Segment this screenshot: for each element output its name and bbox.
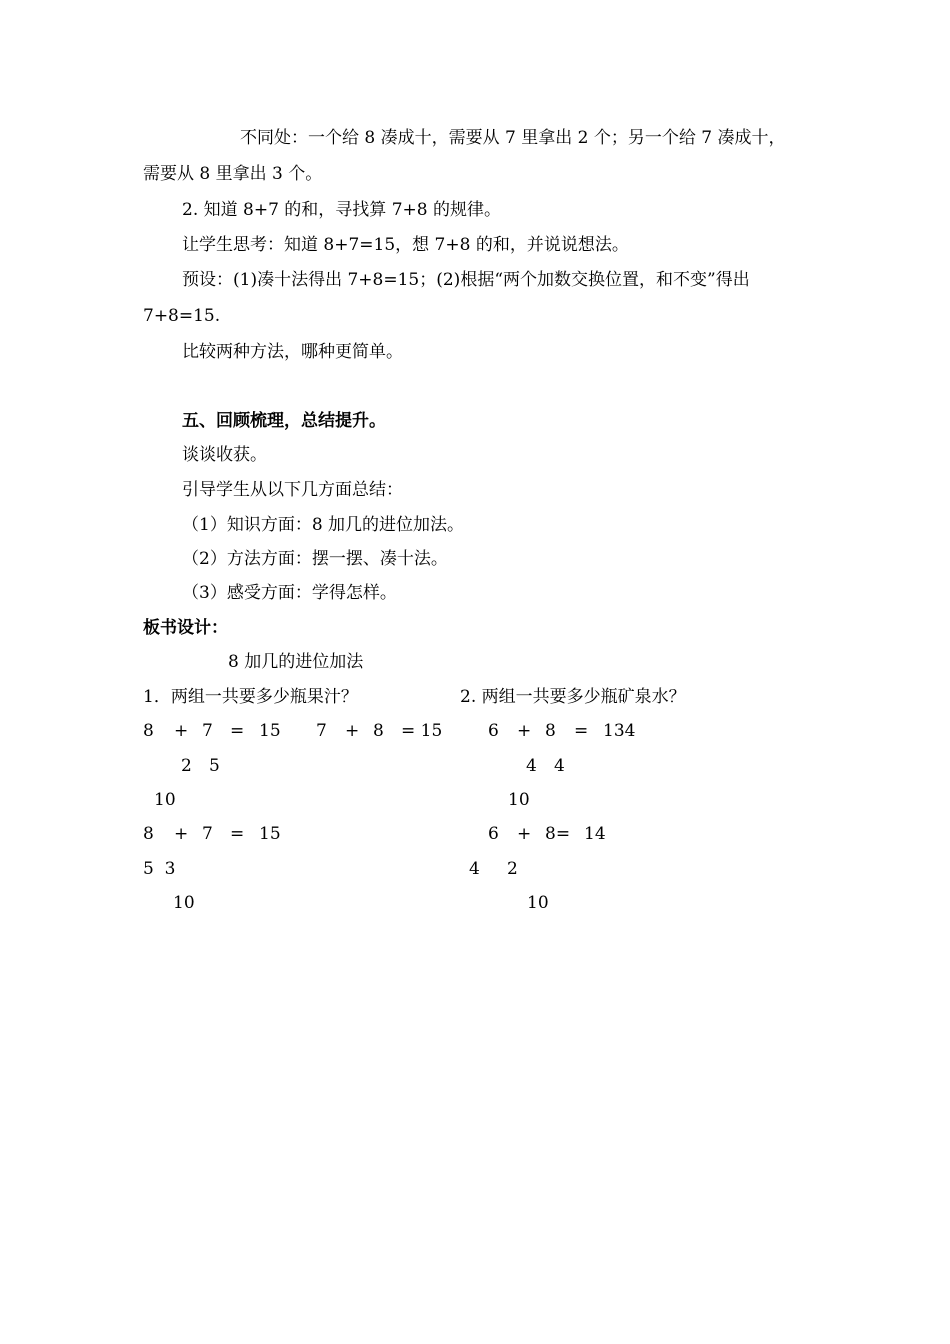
eq-result: = 15 bbox=[401, 721, 443, 741]
eq-term: 6 bbox=[488, 721, 499, 741]
split-part: 4 bbox=[554, 756, 565, 776]
talk-line: 谈谈收获。 bbox=[182, 445, 267, 465]
split-part: 4 bbox=[469, 859, 480, 879]
eq-operator: + bbox=[174, 721, 189, 741]
point-knowledge: （1）知识方面：8 加几的进位加法。 bbox=[182, 515, 465, 535]
eq-term: 7 bbox=[202, 721, 213, 741]
right-ten-2: 10 bbox=[527, 893, 549, 913]
eq-term: 6 bbox=[488, 824, 499, 844]
point-feeling: （3）感受方面：学得怎样。 bbox=[182, 583, 397, 603]
eq-result: 134 bbox=[603, 721, 636, 741]
difference-line-1: 不同处：一个给 8 凑成十，需要从 7 里拿出 2 个；另一个给 7 凑成十， bbox=[240, 128, 786, 148]
guide-line: 引导学生从以下几方面总结： bbox=[182, 480, 403, 500]
right-ten-1: 10 bbox=[508, 790, 530, 810]
board-title: 8 加几的进位加法 bbox=[228, 652, 364, 672]
board-heading: 板书设计： bbox=[143, 618, 228, 638]
preset-line-1: 预设：(1)凑十法得出 7+8=15；(2)根据“两个加数交换位置，和不变”得出 bbox=[182, 270, 750, 290]
left-ten-2: 10 bbox=[173, 893, 195, 913]
eq-term: 8 bbox=[545, 721, 556, 741]
section-5-heading: 五、回顾梳理，总结提升。 bbox=[182, 411, 386, 431]
eq-equals: = bbox=[574, 721, 589, 741]
eq-result: 15 bbox=[259, 824, 281, 844]
eq-term: 8 bbox=[143, 721, 154, 741]
eq-equals: = bbox=[230, 721, 245, 741]
compare-line: 比较两种方法，哪种更简单。 bbox=[182, 342, 403, 362]
eq-operator: + bbox=[517, 824, 532, 844]
eq-result: 14 bbox=[584, 824, 606, 844]
split-part: 4 bbox=[526, 756, 537, 776]
preset-line-2: 7+8=15. bbox=[143, 306, 221, 326]
eq-term: 7 bbox=[202, 824, 213, 844]
question-juice: 1．两组一共要多少瓶果汁？ bbox=[143, 687, 358, 707]
eq-term-equals: 8= bbox=[545, 824, 571, 844]
split-part: 2 bbox=[507, 859, 518, 879]
eq-operator: + bbox=[517, 721, 532, 741]
left-ten-1: 10 bbox=[154, 790, 176, 810]
item-2-line: 2. 知道 8+7 的和，寻找算 7+8 的规律。 bbox=[182, 200, 501, 220]
eq-term: 7 bbox=[316, 721, 327, 741]
eq-equals: = bbox=[230, 824, 245, 844]
split-part: 2 bbox=[181, 756, 192, 776]
eq-term: 8 bbox=[373, 721, 384, 741]
eq-result: 15 bbox=[259, 721, 281, 741]
left-split-2: 5 3 bbox=[143, 859, 176, 879]
eq-term: 8 bbox=[143, 824, 154, 844]
think-line: 让学生思考：知道 8+7=15，想 7+8 的和，并说说想法。 bbox=[182, 235, 629, 255]
split-part: 5 bbox=[209, 756, 220, 776]
eq-operator: + bbox=[174, 824, 189, 844]
question-water: 2. 两组一共要多少瓶矿泉水？ bbox=[460, 687, 686, 707]
eq-operator: + bbox=[345, 721, 360, 741]
difference-line-2: 需要从 8 里拿出 3 个。 bbox=[143, 164, 323, 184]
point-method: （2）方法方面：摆一摆、凑十法。 bbox=[182, 549, 448, 569]
